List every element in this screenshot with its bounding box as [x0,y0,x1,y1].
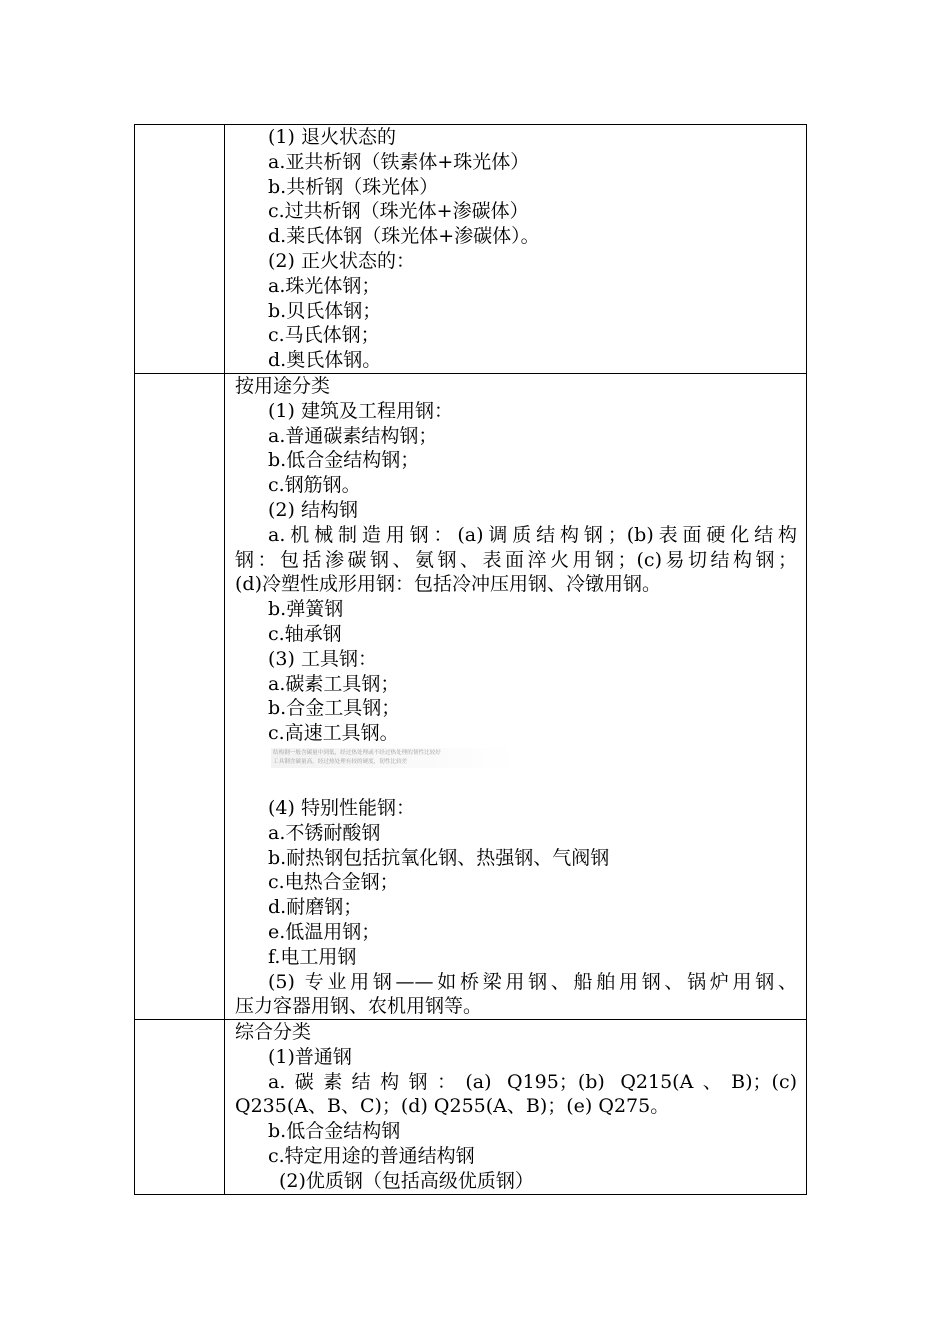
paragraph-line: 钢：包括渗碳钢、氨钢、表面淬火用钢；(c)易切结构钢； [235,548,797,571]
list-item: c.轴承钢 [268,622,342,645]
list-item: a.不锈耐酸钢 [268,821,381,844]
paragraph-line: 压力容器用钢、农机用钢等。 [235,995,483,1018]
content-table [134,124,807,1195]
list-item: a.碳素工具钢； [268,672,400,695]
list-item: (1)普通钢 [268,1045,352,1068]
paragraph-line: (d)冷塑性成形用钢：包括冷冲压用钢、冷镦用钢。 [235,573,661,596]
empty-left-cell [135,125,225,374]
list-item: c.马氏体钢； [268,324,380,347]
note-box [271,748,515,768]
list-item: b.耐热钢包括抗氧化钢、热强钢、气阀钢 [268,846,610,869]
table-row [135,373,807,1019]
comprehensive-cell [225,1020,807,1195]
empty-left-cell [135,373,225,1019]
list-item: (3) 工具钢： [268,647,377,670]
list-item: b.低合金结构钢； [268,449,420,472]
list-item: (1) 退火状态的 [268,126,396,148]
note-line: 工具钢含碳量高，经过热处理有较的硬度，韧性比较差 [273,758,408,765]
list-item: (2) 结构钢 [268,498,358,521]
list-item: b.弹簧钢 [268,598,344,621]
list-item: a.珠光体钢； [268,274,381,297]
empty-left-cell [135,1020,225,1195]
note-line: 结构钢一般含碳量中到低，经过热处理或不经过热处理的韧性比较好 [273,749,441,756]
list-item: b.合金工具钢； [268,697,401,720]
list-item: d.耐磨钢； [268,896,363,919]
list-item: (2) 正火状态的： [268,249,415,272]
list-item: b.低合金结构钢 [268,1120,401,1143]
list-item: (4) 特别性能钢： [268,796,415,819]
annealing-normalizing-cell [225,125,807,374]
list-item: a.普通碳素结构钢； [268,424,438,447]
list-item: b.共析钢（珠光体） [268,175,439,198]
list-item: a.亚共析钢（铁素体+珠光体） [268,150,530,173]
paragraph-line: a.机械制造用钢：(a)调质结构钢；(b)表面硬化结构 [268,523,797,546]
embedded-note-image [235,746,797,796]
section-heading: 按用途分类 [235,374,331,397]
list-item: d.奥氏体钢。 [268,349,382,372]
paragraph-line: (5) 专业用钢——如桥梁用钢、船舶用钢、锅炉用钢、 [268,970,797,993]
section-heading: 综合分类 [235,1021,312,1044]
list-item: e.低温用钢； [268,920,381,943]
list-item: f.电工用钢 [268,945,357,968]
table-row [135,125,807,374]
list-item: c.特定用途的普通结构钢 [268,1145,475,1168]
list-item: b.贝氏体钢； [268,299,382,322]
list-item: (1) 建筑及工程用钢： [268,399,453,422]
list-item: c.钢筋钢。 [268,474,361,497]
list-item: c.过共析钢（珠光体+渗碳体） [268,200,529,223]
by-usage-cell [225,373,807,1019]
paragraph-line: a.碳素结构钢：(a) Q195；(b) Q215(A、B)；(c) [268,1070,797,1093]
list-item: d.莱氏体钢（珠光体+渗碳体）。 [268,225,540,248]
list-item: c.电热合金钢； [268,871,399,894]
table-row [135,1020,807,1195]
list-item: (2)优质钢（包括高级优质钢） [279,1169,534,1192]
paragraph-line: Q235(A、B、C)；(d) Q255(A、B)；(e) Q275。 [235,1095,670,1118]
list-item: c.高速工具钢。 [268,722,399,745]
